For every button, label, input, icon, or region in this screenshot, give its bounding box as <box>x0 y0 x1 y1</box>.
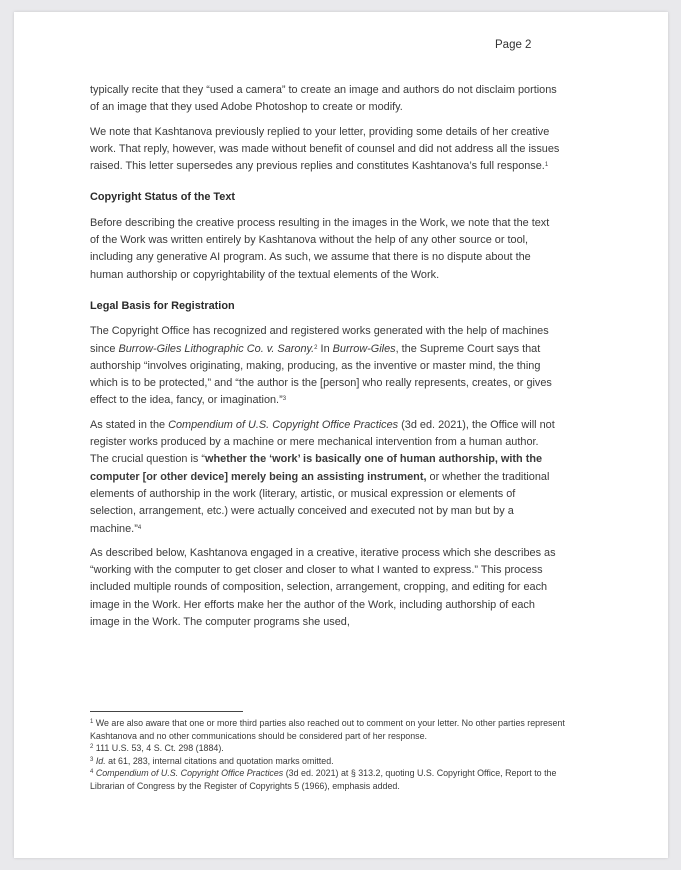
paragraph <box>90 124 560 176</box>
page-number: Page 2 <box>495 39 532 51</box>
text-run: (3d ed. 2021) at § 313.2, quoting U.S. Copyright Office, Report to the Librarian of Congress by the Register of Copyrights 5 (1966), emphasis added. <box>90 768 557 791</box>
footnote <box>90 767 565 792</box>
footnote-ref: 1 <box>90 719 94 725</box>
paragraph <box>90 215 560 284</box>
footnote-ref: 4 <box>137 524 142 531</box>
text-run: As stated in the <box>90 418 169 431</box>
text-run: We note that Kashtanova previously replied to your letter, providing some details of her creative work. That reply, however, was made without benefit of counsel and did not address all the issues raised. This letter supersedes any previous replies and constitutes Kashtanova’s full response. <box>90 125 560 173</box>
paragraph <box>90 545 560 631</box>
footnote-ref: 4 <box>90 769 94 776</box>
text-run: Before describing the creative process resulting in the images in the Work, we note that the text of the Work was written entirely by Kashtanova without the help of any other source or tool, including any generative AI program. As such, we assume that there is no dispute about the human authorship or copyrightability of the textual elements of the Work. <box>90 216 550 281</box>
text-run: Copyright Status of the Text <box>90 191 236 204</box>
text-run: We are also aware that one or more third parties also reached out to comment on your letter. No other parties represent Kashtanova and no other communications should be considered part of her response. <box>90 718 565 741</box>
document-body <box>90 82 560 638</box>
footnote-divider <box>90 711 243 712</box>
paragraph <box>90 417 560 538</box>
text-run: In <box>317 342 333 355</box>
footnote <box>90 742 565 755</box>
footnote <box>90 717 565 742</box>
footnote-ref: 2 <box>90 744 94 751</box>
text-run: Compendium of U.S. Copyright Office Practices <box>95 768 284 779</box>
paragraph <box>90 323 560 409</box>
text-run: (3d ed. 2021), the Office will not register works produced by a machine or mere mechanical intervention from a human author. The crucial question is “ <box>90 418 555 466</box>
text-run: at 61, 283, internal citations and quotation marks omitted. <box>105 755 334 766</box>
text-run: Legal Basis for Registration <box>90 299 235 312</box>
footnote <box>90 755 565 768</box>
footnote-ref: 3 <box>90 756 94 763</box>
text-run: The Copyright Office has recognized and registered works generated with the help of machines since <box>90 325 549 355</box>
text-run: or whether the traditional elements of authorship in the work (literary, artistic, or musical expression or elements of selection, arrangement, etc.) were actually conceived and executed not by man but by a machine.” <box>90 470 550 535</box>
text-run: , the Supreme Court says that authorship “involves originating, making, producing, as the inventive or master mind, the thing which is to be protected,” and “the author is the [person] who really represents, creates, or gives effect to the idea, fancy, or imagination.” <box>90 342 552 407</box>
text-run: Burrow-Giles Lithographic Co. v. Sarony. <box>118 342 315 355</box>
text-run: 111 U.S. 53, 4 S. Ct. 298 (1884). <box>93 743 224 754</box>
text-run: Burrow-Giles <box>332 342 396 355</box>
document-page <box>14 12 668 858</box>
footnotes <box>90 717 565 793</box>
footnote-ref: 3 <box>282 396 287 403</box>
section-heading <box>90 298 560 315</box>
section-heading <box>90 189 560 206</box>
text-run: Id. <box>95 755 106 766</box>
footnote-ref: 1 <box>544 162 549 169</box>
footnote-ref: 2 <box>314 344 318 351</box>
text-run: whether the ‘work’ is basically one of human authorship, with the computer [or other device] merely being an assisting instrument, <box>90 453 543 483</box>
text-run: typically recite that they “used a camera” to create an image and authors do not disclaim portions of an image that they used Adobe Photoshop to create or modify. <box>90 84 557 114</box>
paragraph <box>90 82 560 117</box>
text-run: As described below, Kashtanova engaged in a creative, iterative process which she describes as “working with the computer to get closer and closer to what I wanted to express.” This process included multiple rounds of composition, selection, arrangement, cropping, and editing for each image in the Work. Her efforts make her the author of the Work, including authorship of each image in the Work. The computer programs she used, <box>90 546 556 629</box>
text-run: Compendium of U.S. Copyright Office Practices <box>168 418 399 431</box>
